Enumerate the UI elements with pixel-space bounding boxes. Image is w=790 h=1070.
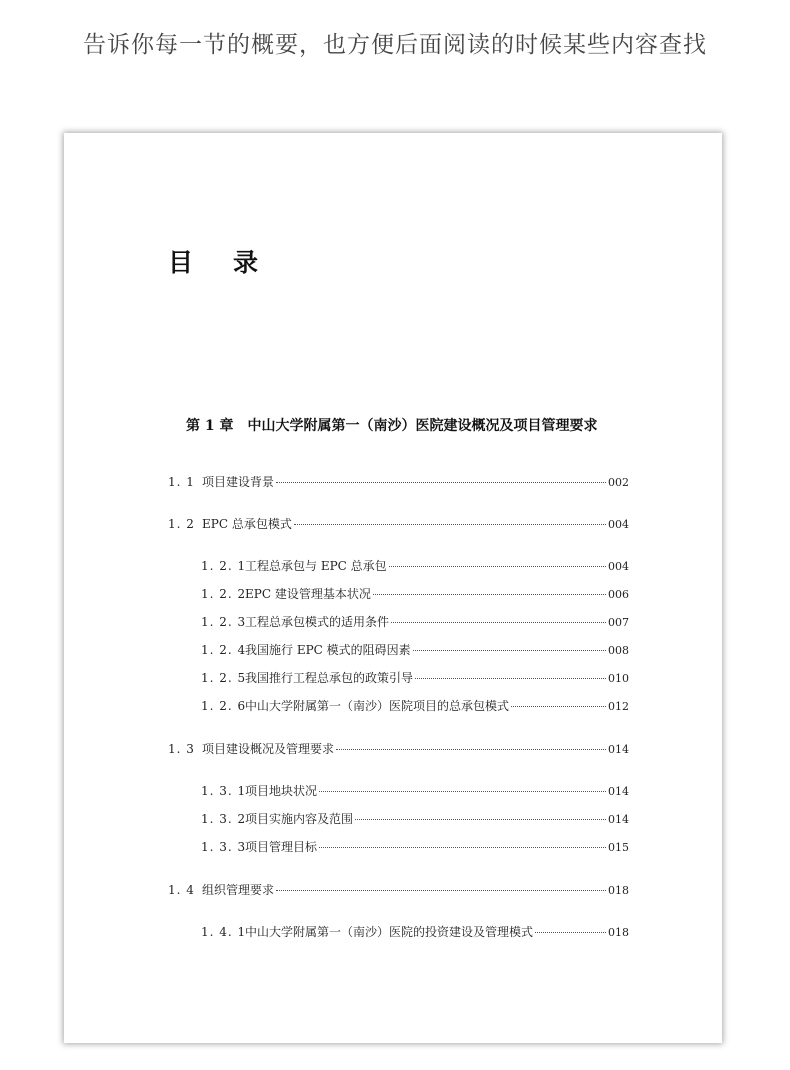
toc-entry-title: 我国推行工程总承包的政策引导 bbox=[245, 671, 414, 685]
toc-entry-page: 006 bbox=[608, 588, 629, 601]
toc-entry-number: 1. 2. 3 bbox=[201, 615, 247, 629]
book-page bbox=[64, 133, 722, 1043]
toc-entry-title: 组织管理要求 bbox=[202, 883, 275, 897]
toc-leader-dots bbox=[319, 791, 606, 792]
toc-entry-page: 010 bbox=[608, 672, 629, 685]
toc-entry-number: 1. 2. 2 bbox=[201, 587, 247, 601]
toc-leader-dots bbox=[319, 847, 606, 848]
toc-entry-page: 002 bbox=[608, 476, 629, 489]
toc-entry-page: 007 bbox=[608, 616, 629, 629]
toc-entry-page: 018 bbox=[608, 926, 629, 939]
toc-leader-dots bbox=[511, 706, 606, 707]
toc-entry-number: 1. 3 bbox=[168, 742, 195, 756]
toc-leader-dots bbox=[276, 890, 606, 891]
toc-leader-dots bbox=[391, 622, 606, 623]
toc-entry bbox=[168, 515, 629, 532]
toc-entry bbox=[201, 697, 629, 714]
toc-entry-title: 项目建设背景 bbox=[202, 475, 275, 489]
toc-entry-number: 1. 2. 4 bbox=[201, 643, 247, 657]
toc-entry-page: 014 bbox=[608, 785, 629, 798]
toc-entry-page: 014 bbox=[608, 743, 629, 756]
toc-entry-number: 1. 1 bbox=[168, 475, 195, 489]
toc-entry bbox=[201, 923, 629, 940]
toc-leader-dots bbox=[336, 749, 606, 750]
toc-entry-page: 015 bbox=[608, 841, 629, 854]
toc-entry-title: EPC 总承包模式 bbox=[202, 517, 292, 531]
toc-entry-page: 012 bbox=[608, 700, 629, 713]
toc-entry bbox=[201, 557, 629, 574]
toc-heading-left: 目 bbox=[168, 248, 194, 277]
toc-entry-number: 1. 4. 1 bbox=[201, 925, 247, 939]
chapter-title bbox=[186, 415, 598, 435]
caption-text: 告诉你每一节的概要，也方便后面阅读的时候某些内容查找 bbox=[83, 32, 707, 58]
toc-entry-number: 1. 3. 2 bbox=[201, 812, 247, 826]
toc-entry bbox=[201, 669, 629, 686]
toc-entry bbox=[201, 585, 629, 602]
toc-leader-dots bbox=[535, 932, 606, 933]
toc-entry-title: 项目实施内容及范围 bbox=[245, 812, 354, 826]
toc-leader-dots bbox=[373, 594, 606, 595]
toc-entry bbox=[201, 641, 629, 658]
toc-entry-page: 004 bbox=[608, 518, 629, 531]
toc-entry-number: 1. 2. 1 bbox=[201, 559, 247, 573]
toc-entry-number: 1. 3. 3 bbox=[201, 840, 247, 854]
toc-entry bbox=[201, 613, 629, 630]
toc-entry bbox=[168, 740, 629, 757]
toc-entry bbox=[201, 810, 629, 827]
toc-entry bbox=[168, 881, 629, 898]
toc-entry-title: 我国施行 EPC 模式的阻碍因素 bbox=[245, 643, 411, 657]
toc-entry-page: 004 bbox=[608, 560, 629, 573]
toc-entry-title: 项目地块状况 bbox=[245, 784, 318, 798]
toc-entry-page: 008 bbox=[608, 644, 629, 657]
toc-entry bbox=[168, 473, 629, 490]
toc-entry-page: 018 bbox=[608, 884, 629, 897]
toc-entry-page: 014 bbox=[608, 813, 629, 826]
toc-entry bbox=[201, 838, 629, 855]
toc-entry-number: 1. 3. 1 bbox=[201, 784, 247, 798]
toc-entry bbox=[201, 782, 629, 799]
toc-entry-title: 项目建设概况及管理要求 bbox=[202, 742, 335, 756]
chapter-number: 第 1 章 bbox=[186, 418, 234, 434]
toc-entry-title: 中山大学附属第一（南沙）医院的投资建设及管理模式 bbox=[245, 925, 534, 939]
toc-entry-title: 工程总承包模式的适用条件 bbox=[245, 615, 390, 629]
toc-entry-title: 中山大学附属第一（南沙）医院项目的总承包模式 bbox=[245, 699, 510, 713]
toc-heading-right: 录 bbox=[233, 248, 259, 277]
toc-entry-title: EPC 建设管理基本状况 bbox=[245, 587, 371, 601]
toc-leader-dots bbox=[294, 524, 606, 525]
toc-entry-number: 1. 4 bbox=[168, 883, 195, 897]
chapter-name: 中山大学附属第一（南沙）医院建设概况及项目管理要求 bbox=[247, 418, 598, 434]
toc-entry-number: 1. 2. 6 bbox=[201, 699, 247, 713]
toc-leader-dots bbox=[389, 566, 606, 567]
toc-leader-dots bbox=[355, 819, 606, 820]
toc-leader-dots bbox=[413, 650, 606, 651]
toc-leader-dots bbox=[276, 482, 606, 483]
toc-entry-title: 项目管理目标 bbox=[245, 840, 318, 854]
toc-entry-title: 工程总承包与 EPC 总承包 bbox=[245, 559, 387, 573]
toc-entry-number: 1. 2. 5 bbox=[201, 671, 247, 685]
toc-entry-number: 1. 2 bbox=[168, 517, 195, 531]
toc-leader-dots bbox=[415, 678, 606, 679]
toc-heading bbox=[168, 243, 258, 279]
